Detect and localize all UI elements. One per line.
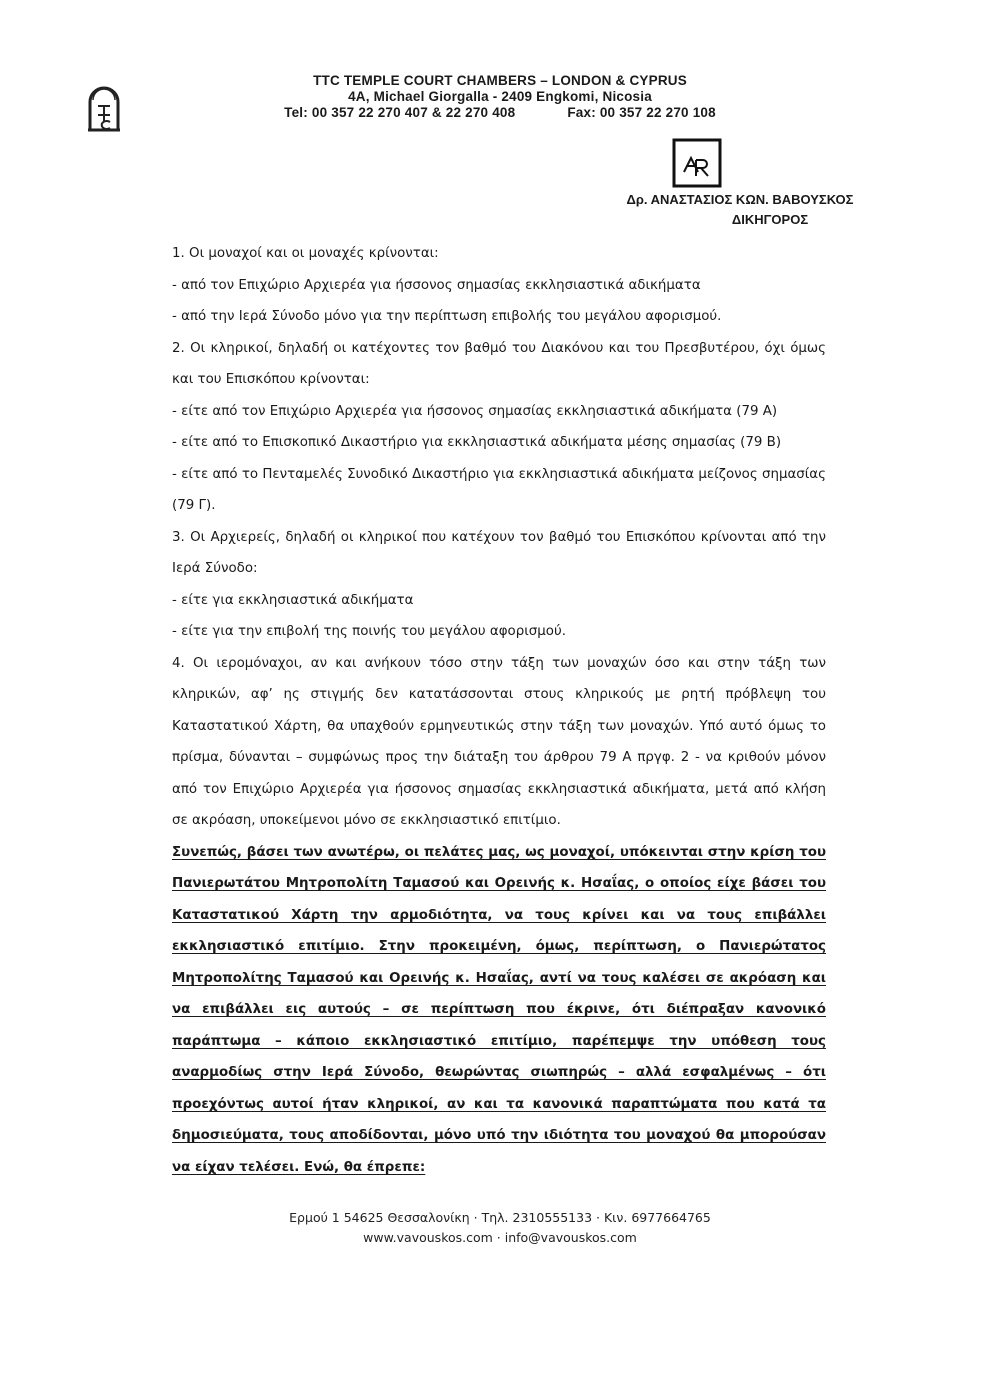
- firm-contact: [230, 105, 770, 121]
- paragraph-2-item-b: - είτε από το Επισκοπικό Δικαστήριο για εκκλησιαστικά αδικήματα μέσης σημασίας (79 Β): [172, 435, 782, 450]
- letterhead: [230, 73, 770, 121]
- paragraph-2-item-c: - είτε από το Πενταμελές Συνοδικό Δικαστήριο για εκκλησιαστικά αδικήματα μείζονος σημασίας (79 Γ).: [172, 466, 826, 513]
- lawyer-title: ΔΙΚΗΓΟΡΟΣ: [731, 212, 809, 227]
- paragraph-1-item-b: - από την Ιερά Σύνοδο μόνο για την περίπτωση επιβολής του μεγάλου αφορισμού.: [172, 309, 722, 324]
- paragraph-4: 4. Οι ιερομόναχοι, αν και ανήκουν τόσο στην τάξη των μοναχών όσο και στην τάξη των κληρικών, αφ’ ης στιγμής δεν κατατάσσονται στους κληρικούς με ρητή πρόβλεψη του Καταστατικού Χάρτη, θα υπαχθούν ερμηνευτικώς στην τάξη των μοναχών. Υπό αυτό όμως το πρίσμα, δύνανται – συμφώνως προς την διάταξη του άρθρου 79 Α πργφ. 2 - να κριθούν μόνον από τον Επιχώριο Αρχιερέα για ήσσονος σημασίας εκκλησιαστικά αδικήματα, μετά από κλήση σε ακρόαση, υποκείμενοι μόνο σε εκκλησιαστικό επιτίμιο.: [172, 655, 826, 828]
- firm-name: TTC TEMPLE COURT CHAMBERS – LONDON & CYPRUS: [313, 73, 687, 88]
- paragraph-3-item-a: - είτε για εκκλησιαστικά αδικήματα: [172, 592, 414, 608]
- lawyer-name: Δρ. ΑΝΑΣΤΑΣΙΟΣ ΚΩΝ. ΒΑΒΟΥΣΚΟΣ: [626, 192, 854, 207]
- firm-fax: Fax: 00 357 22 270 108: [567, 105, 716, 120]
- footer-web: www.vavouskos.com · info@vavouskos.com: [363, 1230, 637, 1245]
- conclusion-paragraph: Συνεπώς, βάσει των ανωτέρω, οι πελάτες μας, ως μοναχοί, υπόκεινται στην κρίση του Πανιερωτάτου Μητροπολίτη Ταμασού και Ορεινής κ. Ησαΐας, ο οποίος είχε βάσει του Καταστατικού Χάρτη την αρμοδιότητα, να τους κρίνει και να τους επιβάλλει εκκλησιαστικό επιτίμιο. Στην προκειμένη, όμως, περίπτωση, ο Πανιερώτατος Μητροπολίτης Ταμασού και Ορεινής κ. Ησαΐας, αντί να τους καλέσει σε ακρόαση και να επιβάλλει εις αυτούς – σε περίπτωση που έκρινε, ότι διέπραξαν κανονικό παράπτωμα – κάποιο εκκλησιαστικό επιτίμιο, παρέπεμψε την υπόθεση τους αναρμοδίως στην Ιερά Σύνοδο, θεωρώντας σιωπηρώς – αλλά εσφαλμένως – ότι προεχόντως αυτοί ήταν κληρικοί, αν και τα κανονικά παραπτώματα που κατά τα δημοσιεύματα, τους αποδίδονται, μόνο υπό την ιδιότητα του μοναχού θα μπορούσαν να είχαν τελέσει. Ενώ, θα έπρεπε:: [172, 844, 826, 1175]
- firm-tel: Tel: 00 357 22 270 407 & 22 270 408: [284, 105, 516, 120]
- firm-address: 4A, Michael Giorgalla - 2409 Engkomi, Nicosia: [348, 89, 652, 104]
- paragraph-3-item-b: - είτε για την επιβολή της ποινής του μεγάλου αφορισμού.: [172, 624, 566, 639]
- lawyer-block: [620, 190, 860, 230]
- letter-body: [172, 238, 826, 1183]
- ttc-logo: [84, 86, 124, 134]
- paragraph-1-item-a: - από τον Επιχώριο Αρχιερέα για ήσσονος σημασίας εκκλησιαστικά αδικήματα: [172, 277, 701, 293]
- footer-address: Ερμού 1 54625 Θεσσαλονίκη · Τηλ. 2310555133 · Κιν. 6977664765: [289, 1210, 711, 1225]
- paragraph-3: 3. Οι Αρχιερείς, δηλαδή οι κληρικοί που κατέχουν τον βαθμό του Επισκόπου κρίνονται από την Ιερά Σύνοδο:: [172, 529, 826, 576]
- ar-monogram-logo: [672, 138, 722, 188]
- paragraph-2-item-a: - είτε από τον Επιχώριο Αρχιερέα για ήσσονος σημασίας εκκλησιαστικά αδικήματα (79 Α): [172, 403, 778, 419]
- paragraph-2: 2. Οι κληρικοί, δηλαδή οι κατέχοντες τον βαθμό του Διακόνου και του Πρεσβυτέρου, όχι όμως και του Επισκόπου κρίνονται:: [172, 340, 826, 387]
- paragraph-1: 1. Οι μοναχοί και οι μοναχές κρίνονται:: [172, 246, 439, 261]
- footer: [200, 1208, 800, 1248]
